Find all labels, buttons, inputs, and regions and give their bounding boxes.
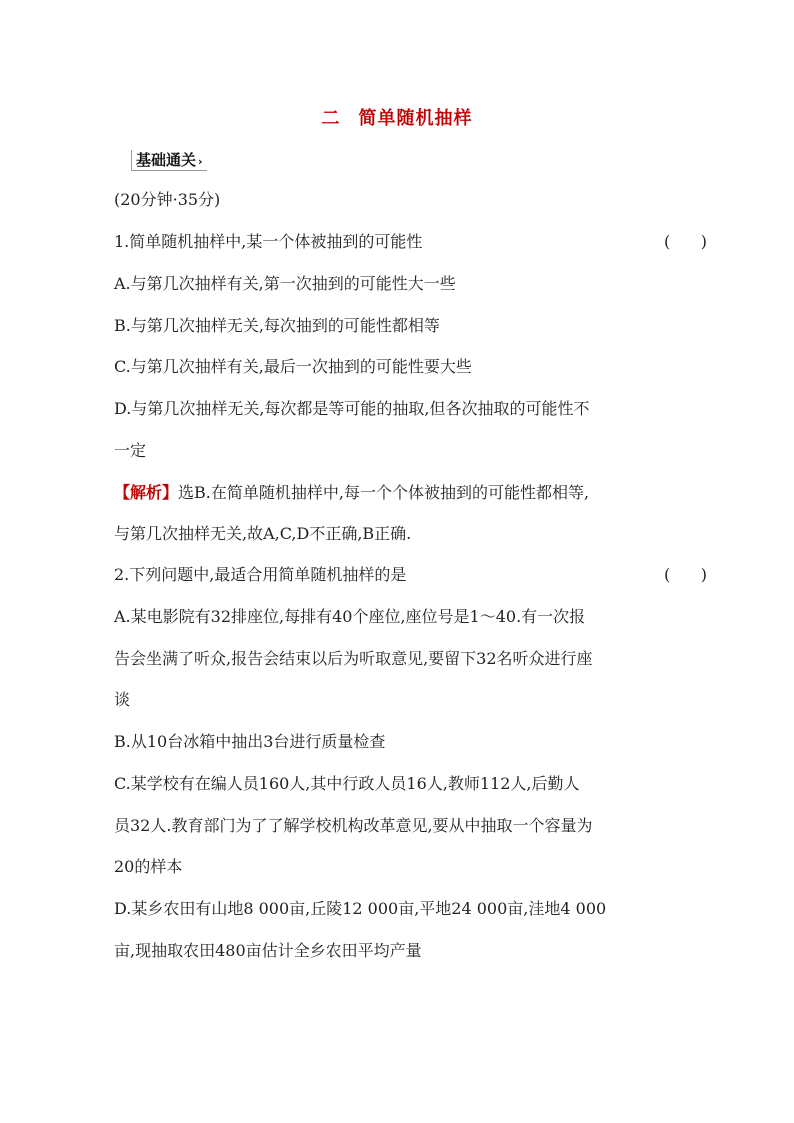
question-1-stem: 1.简单随机抽样中,某一个体被抽到的可能性: [114, 232, 423, 251]
question-2-option-d-cont: 亩,现抽取农田480亩估计全乡农田平均产量: [114, 941, 422, 960]
time-info: (20分钟·35分): [114, 190, 221, 209]
question-2-option-c: C.某学校有在编人员160人,其中行政人员16人,教师112人,后勤人: [114, 774, 580, 793]
question-2-option-d: D.某乡农田有山地8 000亩,丘陵12 000亩,平地24 000亩,洼地4 000: [114, 899, 607, 918]
question-1-option-d-cont: 一定: [114, 441, 147, 460]
question-1-option-b: B.与第几次抽样无关,每次抽到的可能性都相等: [114, 316, 440, 335]
chevron-right-icon: ›: [198, 155, 203, 168]
analysis-text: 选B.在简单随机抽样中,每一个个体被抽到的可能性都相等,: [178, 483, 590, 502]
question-2-option-a-cont: 告会坐满了听众,报告会结束以后为听取意见,要留下32名听众进行座: [114, 649, 593, 668]
question-1-option-a: A.与第几次抽样有关,第一次抽到的可能性大一些: [114, 274, 456, 293]
question-1-option-c: C.与第几次抽样有关,最后一次抽到的可能性要大些: [114, 357, 472, 376]
question-1-option-d: D.与第几次抽样无关,每次都是等可能的抽取,但各次抽取的可能性不: [114, 399, 590, 418]
section-title: 简单随机抽样: [358, 108, 473, 129]
question-2-stem: 2.下列问题中,最适合用简单随机抽样的是: [114, 565, 407, 584]
question-2-option-a-end: 谈: [114, 690, 131, 709]
question-2-answer-blank: ( ): [664, 565, 707, 584]
question-1-answer-blank: ( ): [664, 232, 707, 251]
question-2-option-a: A.某电影院有32排座位,每排有40个座位,座位号是1～40.有一次报: [114, 607, 586, 626]
question-1-analysis: [114, 483, 589, 503]
analysis-tag: 【解析】: [114, 483, 179, 502]
question-2-option-b: B.从10台冰箱中抽出3台进行质量检查: [114, 732, 386, 751]
page-title: [0, 104, 794, 130]
section-badge-label: 基础通关: [136, 151, 197, 169]
section-badge: [131, 150, 207, 171]
question-1-analysis-cont: 与第几次抽样无关,故A,C,D不正确,B正确.: [114, 524, 412, 543]
section-number: 二: [321, 108, 341, 129]
question-2-option-c-cont: 员32人.教育部门为了了解学校机构改革意见,要从中抽取一个容量为: [114, 816, 593, 835]
question-2-option-c-end: 20的样本: [114, 857, 183, 876]
